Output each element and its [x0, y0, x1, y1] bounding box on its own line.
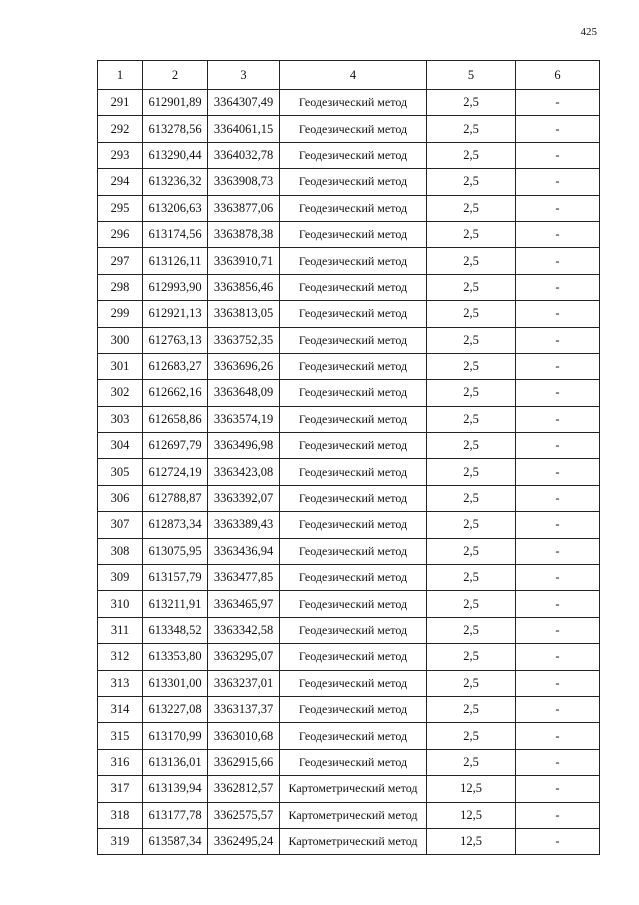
table-row [98, 565, 600, 591]
y-coordinate-cell: 3363237,01 [208, 670, 280, 696]
precision-cell: 2,5 [427, 696, 516, 722]
note-cell: - [516, 380, 600, 406]
point-number-cell: 297 [98, 248, 143, 274]
y-coordinate-cell: 3362915,66 [208, 749, 280, 775]
table-row [98, 90, 600, 116]
x-coordinate-cell: 612658,86 [143, 406, 208, 432]
table-row [98, 644, 600, 670]
precision-cell: 2,5 [427, 90, 516, 116]
point-number-cell: 316 [98, 749, 143, 775]
method-cell: Геодезический метод [280, 248, 427, 274]
precision-cell: 2,5 [427, 380, 516, 406]
header-cell-point: 1 [98, 61, 143, 90]
x-coordinate-cell: 612901,89 [143, 90, 208, 116]
note-cell: - [516, 565, 600, 591]
point-number-cell: 303 [98, 406, 143, 432]
method-cell: Геодезический метод [280, 591, 427, 617]
precision-cell: 2,5 [427, 670, 516, 696]
table-row [98, 301, 600, 327]
note-cell: - [516, 749, 600, 775]
table-row [98, 538, 600, 564]
table-row [98, 617, 600, 643]
y-coordinate-cell: 3363295,07 [208, 644, 280, 670]
table-row [98, 512, 600, 538]
note-cell: - [516, 644, 600, 670]
method-cell: Геодезический метод [280, 406, 427, 432]
method-cell: Геодезический метод [280, 723, 427, 749]
method-cell: Геодезический метод [280, 512, 427, 538]
note-cell: - [516, 221, 600, 247]
table-row [98, 776, 600, 802]
method-cell: Геодезический метод [280, 116, 427, 142]
note-cell: - [516, 169, 600, 195]
method-cell: Картометрический метод [280, 802, 427, 828]
note-cell: - [516, 670, 600, 696]
y-coordinate-cell: 3363392,07 [208, 485, 280, 511]
table-row [98, 723, 600, 749]
table-row [98, 248, 600, 274]
y-coordinate-cell: 3363908,73 [208, 169, 280, 195]
y-coordinate-cell: 3363696,26 [208, 353, 280, 379]
x-coordinate-cell: 612993,90 [143, 274, 208, 300]
method-cell: Геодезический метод [280, 617, 427, 643]
precision-cell: 12,5 [427, 776, 516, 802]
x-coordinate-cell: 613170,99 [143, 723, 208, 749]
y-coordinate-cell: 3363465,97 [208, 591, 280, 617]
y-coordinate-cell: 3362812,57 [208, 776, 280, 802]
table-header-row [98, 61, 600, 90]
y-coordinate-cell: 3363137,37 [208, 696, 280, 722]
precision-cell: 2,5 [427, 221, 516, 247]
note-cell: - [516, 90, 600, 116]
method-cell: Картометрический метод [280, 776, 427, 802]
table-row [98, 591, 600, 617]
precision-cell: 2,5 [427, 749, 516, 775]
table-row [98, 274, 600, 300]
precision-cell: 2,5 [427, 485, 516, 511]
point-number-cell: 318 [98, 802, 143, 828]
method-cell: Геодезический метод [280, 327, 427, 353]
y-coordinate-cell: 3364032,78 [208, 142, 280, 168]
note-cell: - [516, 406, 600, 432]
y-coordinate-cell: 3363389,43 [208, 512, 280, 538]
x-coordinate-cell: 613139,94 [143, 776, 208, 802]
method-cell: Геодезический метод [280, 353, 427, 379]
x-coordinate-cell: 613157,79 [143, 565, 208, 591]
y-coordinate-cell: 3363477,85 [208, 565, 280, 591]
method-cell: Геодезический метод [280, 459, 427, 485]
precision-cell: 2,5 [427, 142, 516, 168]
method-cell: Геодезический метод [280, 274, 427, 300]
method-cell: Геодезический метод [280, 696, 427, 722]
table-row [98, 221, 600, 247]
y-coordinate-cell: 3363752,35 [208, 327, 280, 353]
x-coordinate-cell: 613348,52 [143, 617, 208, 643]
point-number-cell: 307 [98, 512, 143, 538]
point-number-cell: 291 [98, 90, 143, 116]
precision-cell: 2,5 [427, 538, 516, 564]
x-coordinate-cell: 613236,32 [143, 169, 208, 195]
precision-cell: 2,5 [427, 723, 516, 749]
header-cell-y: 3 [208, 61, 280, 90]
point-number-cell: 294 [98, 169, 143, 195]
coordinates-table [97, 60, 600, 855]
point-number-cell: 319 [98, 828, 143, 854]
method-cell: Геодезический метод [280, 749, 427, 775]
table-row [98, 828, 600, 854]
note-cell: - [516, 116, 600, 142]
point-number-cell: 313 [98, 670, 143, 696]
method-cell: Геодезический метод [280, 670, 427, 696]
y-coordinate-cell: 3363423,08 [208, 459, 280, 485]
point-number-cell: 317 [98, 776, 143, 802]
table-row [98, 406, 600, 432]
point-number-cell: 314 [98, 696, 143, 722]
note-cell: - [516, 485, 600, 511]
table-row [98, 142, 600, 168]
note-cell: - [516, 723, 600, 749]
y-coordinate-cell: 3362575,57 [208, 802, 280, 828]
note-cell: - [516, 459, 600, 485]
x-coordinate-cell: 612724,19 [143, 459, 208, 485]
table-row [98, 485, 600, 511]
point-number-cell: 301 [98, 353, 143, 379]
x-coordinate-cell: 613278,56 [143, 116, 208, 142]
note-cell: - [516, 195, 600, 221]
table-row [98, 380, 600, 406]
method-cell: Геодезический метод [280, 644, 427, 670]
method-cell: Геодезический метод [280, 301, 427, 327]
precision-cell: 12,5 [427, 828, 516, 854]
method-cell: Геодезический метод [280, 90, 427, 116]
table-row [98, 749, 600, 775]
x-coordinate-cell: 613301,00 [143, 670, 208, 696]
point-number-cell: 300 [98, 327, 143, 353]
note-cell: - [516, 433, 600, 459]
y-coordinate-cell: 3364061,15 [208, 116, 280, 142]
table-row [98, 802, 600, 828]
point-number-cell: 311 [98, 617, 143, 643]
precision-cell: 2,5 [427, 248, 516, 274]
note-cell: - [516, 617, 600, 643]
x-coordinate-cell: 613353,80 [143, 644, 208, 670]
x-coordinate-cell: 613206,63 [143, 195, 208, 221]
precision-cell: 2,5 [427, 353, 516, 379]
x-coordinate-cell: 612697,79 [143, 433, 208, 459]
method-cell: Геодезический метод [280, 195, 427, 221]
table-row [98, 169, 600, 195]
point-number-cell: 304 [98, 433, 143, 459]
precision-cell: 2,5 [427, 195, 516, 221]
note-cell: - [516, 828, 600, 854]
note-cell: - [516, 696, 600, 722]
point-number-cell: 315 [98, 723, 143, 749]
x-coordinate-cell: 613136,01 [143, 749, 208, 775]
table-row [98, 670, 600, 696]
precision-cell: 2,5 [427, 327, 516, 353]
y-coordinate-cell: 3363010,68 [208, 723, 280, 749]
precision-cell: 2,5 [427, 169, 516, 195]
method-cell: Геодезический метод [280, 142, 427, 168]
precision-cell: 2,5 [427, 433, 516, 459]
precision-cell: 2,5 [427, 406, 516, 432]
precision-cell: 2,5 [427, 644, 516, 670]
table-row [98, 116, 600, 142]
precision-cell: 2,5 [427, 512, 516, 538]
method-cell: Геодезический метод [280, 221, 427, 247]
y-coordinate-cell: 3363813,05 [208, 301, 280, 327]
x-coordinate-cell: 613290,44 [143, 142, 208, 168]
x-coordinate-cell: 612873,34 [143, 512, 208, 538]
header-cell-note: 6 [516, 61, 600, 90]
y-coordinate-cell: 3363910,71 [208, 248, 280, 274]
x-coordinate-cell: 613227,08 [143, 696, 208, 722]
y-coordinate-cell: 3363342,58 [208, 617, 280, 643]
precision-cell: 2,5 [427, 617, 516, 643]
method-cell: Геодезический метод [280, 565, 427, 591]
note-cell: - [516, 327, 600, 353]
point-number-cell: 309 [98, 565, 143, 591]
y-coordinate-cell: 3363648,09 [208, 380, 280, 406]
table-row [98, 459, 600, 485]
table-row [98, 696, 600, 722]
y-coordinate-cell: 3362495,24 [208, 828, 280, 854]
x-coordinate-cell: 612788,87 [143, 485, 208, 511]
precision-cell: 2,5 [427, 591, 516, 617]
x-coordinate-cell: 613126,11 [143, 248, 208, 274]
point-number-cell: 308 [98, 538, 143, 564]
point-number-cell: 293 [98, 142, 143, 168]
point-number-cell: 298 [98, 274, 143, 300]
method-cell: Геодезический метод [280, 538, 427, 564]
x-coordinate-cell: 613587,34 [143, 828, 208, 854]
note-cell: - [516, 538, 600, 564]
note-cell: - [516, 802, 600, 828]
x-coordinate-cell: 612662,16 [143, 380, 208, 406]
note-cell: - [516, 776, 600, 802]
y-coordinate-cell: 3363856,46 [208, 274, 280, 300]
note-cell: - [516, 142, 600, 168]
note-cell: - [516, 274, 600, 300]
y-coordinate-cell: 3363574,19 [208, 406, 280, 432]
table-row [98, 433, 600, 459]
point-number-cell: 292 [98, 116, 143, 142]
header-cell-precision: 5 [427, 61, 516, 90]
note-cell: - [516, 301, 600, 327]
precision-cell: 2,5 [427, 116, 516, 142]
precision-cell: 2,5 [427, 565, 516, 591]
header-cell-x: 2 [143, 61, 208, 90]
y-coordinate-cell: 3363436,94 [208, 538, 280, 564]
table-row [98, 195, 600, 221]
table-row [98, 353, 600, 379]
precision-cell: 12,5 [427, 802, 516, 828]
note-cell: - [516, 512, 600, 538]
method-cell: Геодезический метод [280, 169, 427, 195]
point-number-cell: 312 [98, 644, 143, 670]
point-number-cell: 306 [98, 485, 143, 511]
point-number-cell: 302 [98, 380, 143, 406]
x-coordinate-cell: 612921,13 [143, 301, 208, 327]
x-coordinate-cell: 612763,13 [143, 327, 208, 353]
x-coordinate-cell: 612683,27 [143, 353, 208, 379]
precision-cell: 2,5 [427, 459, 516, 485]
point-number-cell: 310 [98, 591, 143, 617]
point-number-cell: 295 [98, 195, 143, 221]
precision-cell: 2,5 [427, 301, 516, 327]
point-number-cell: 296 [98, 221, 143, 247]
method-cell: Картометрический метод [280, 828, 427, 854]
y-coordinate-cell: 3363878,38 [208, 221, 280, 247]
y-coordinate-cell: 3363877,06 [208, 195, 280, 221]
note-cell: - [516, 591, 600, 617]
method-cell: Геодезический метод [280, 433, 427, 459]
precision-cell: 2,5 [427, 274, 516, 300]
note-cell: - [516, 353, 600, 379]
header-cell-method: 4 [280, 61, 427, 90]
table-body [98, 90, 600, 855]
point-number-cell: 299 [98, 301, 143, 327]
x-coordinate-cell: 613075,95 [143, 538, 208, 564]
x-coordinate-cell: 613174,56 [143, 221, 208, 247]
x-coordinate-cell: 613211,91 [143, 591, 208, 617]
method-cell: Геодезический метод [280, 485, 427, 511]
table-row [98, 327, 600, 353]
y-coordinate-cell: 3364307,49 [208, 90, 280, 116]
x-coordinate-cell: 613177,78 [143, 802, 208, 828]
point-number-cell: 305 [98, 459, 143, 485]
page-number: 425 [580, 26, 597, 38]
y-coordinate-cell: 3363496,98 [208, 433, 280, 459]
note-cell: - [516, 248, 600, 274]
method-cell: Геодезический метод [280, 380, 427, 406]
